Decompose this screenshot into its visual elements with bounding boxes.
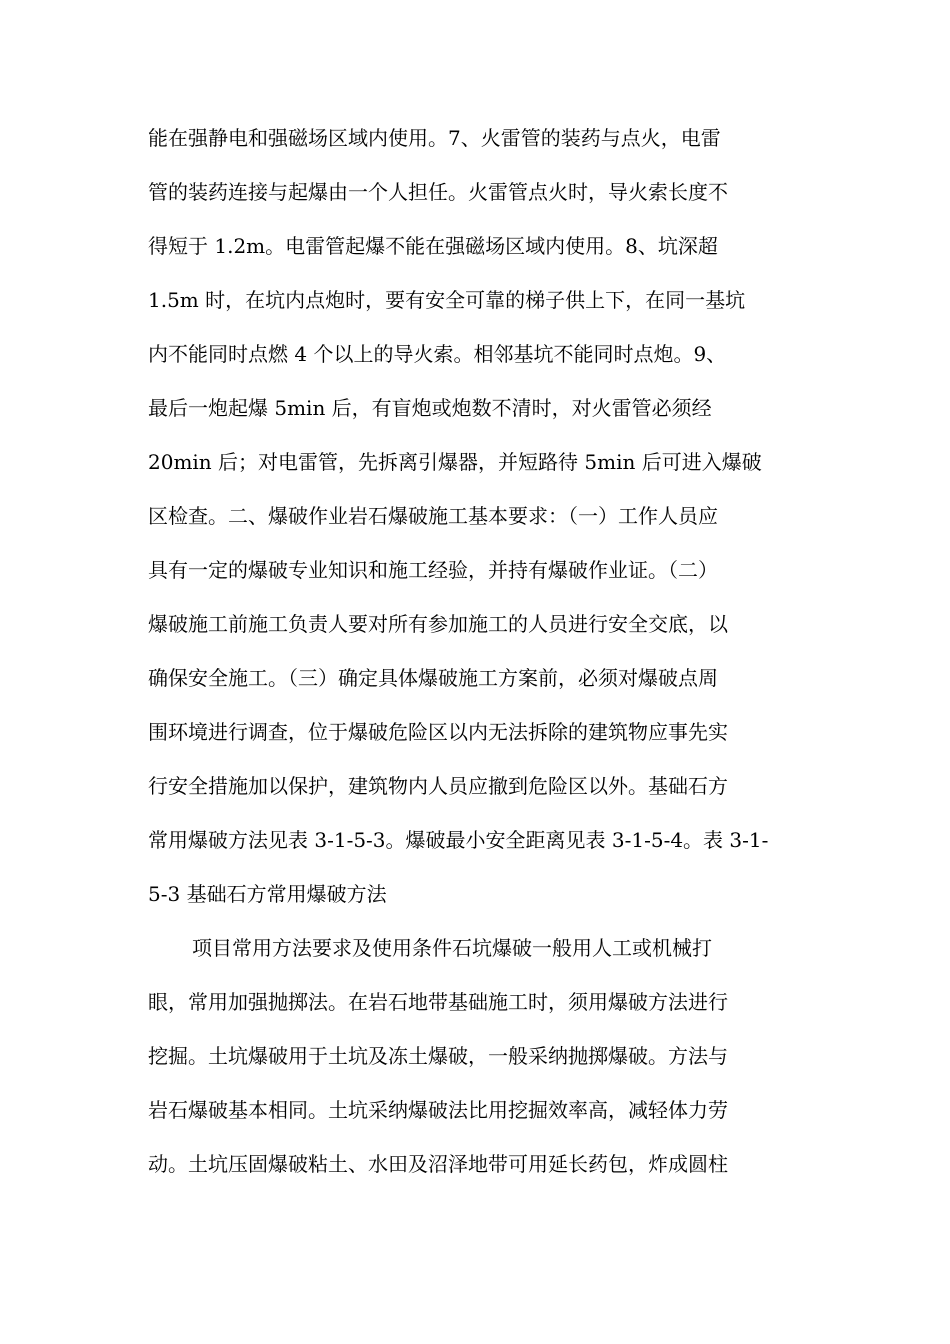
text-line: 区检查。二、爆破作业岩石爆破施工基本要求：（一）工作人员应 <box>148 504 718 528</box>
text-line: 20min 后；对电雷管，先拆离引爆器，并短路待 5min 后可进入爆破 <box>148 450 762 474</box>
text-line: 动。土坑压固爆破粘土、水田及沼泽地带可用延长药包，炸成圆柱 <box>148 1152 728 1176</box>
text-line: 围环境进行调查，位于爆破危险区以内无法拆除的建筑物应事先实 <box>148 720 728 744</box>
text-line: 最后一炮起爆 5min 后，有盲炮或炮数不清时，对火雷管必须经 <box>148 396 712 420</box>
text-line: 得短于 1.2m。电雷管起爆不能在强磁场区域内使用。8、坑深超 <box>148 234 718 258</box>
text-line: 1.5m 时，在坑内点炮时，要有安全可靠的梯子供上下，在同一基坑 <box>148 288 746 312</box>
text-line: 5-3 基础石方常用爆破方法 <box>148 882 387 906</box>
text-line: 行安全措施加以保护，建筑物内人员应撤到危险区以外。基础石方 <box>148 774 728 798</box>
text-line: 项目常用方法要求及使用条件石坑爆破一般用人工或机械打 <box>192 936 712 960</box>
text-line: 岩石爆破基本相同。土坑采纳爆破法比用挖掘效率高，减轻体力劳 <box>148 1098 728 1122</box>
text-line: 爆破施工前施工负责人要对所有参加施工的人员进行安全交底，以 <box>148 612 728 636</box>
text-line: 挖掘。土坑爆破用于土坑及冻土爆破，一般采纳抛掷爆破。方法与 <box>148 1044 728 1068</box>
text-line: 内不能同时点燃 4 个以上的导火索。相邻基坑不能同时点炮。9、 <box>148 342 727 366</box>
text-line: 常用爆破方法见表 3-1-5-3。爆破最小安全距离见表 3-1-5-4。表 3-1- <box>148 828 769 852</box>
text-line: 眼，常用加强抛掷法。在岩石地带基础施工时，须用爆破方法进行 <box>148 990 728 1014</box>
text-line: 具有一定的爆破专业知识和施工经验，并持有爆破作业证。（二） <box>148 558 718 582</box>
text-line: 能在强静电和强磁场区域内使用。7、火雷管的装药与点火，电雷 <box>148 126 721 150</box>
text-line: 管的装药连接与起爆由一个人担任。火雷管点火时，导火索长度不 <box>148 180 728 204</box>
text-line: 确保安全施工。（三）确定具体爆破施工方案前，必须对爆破点周 <box>148 666 718 690</box>
